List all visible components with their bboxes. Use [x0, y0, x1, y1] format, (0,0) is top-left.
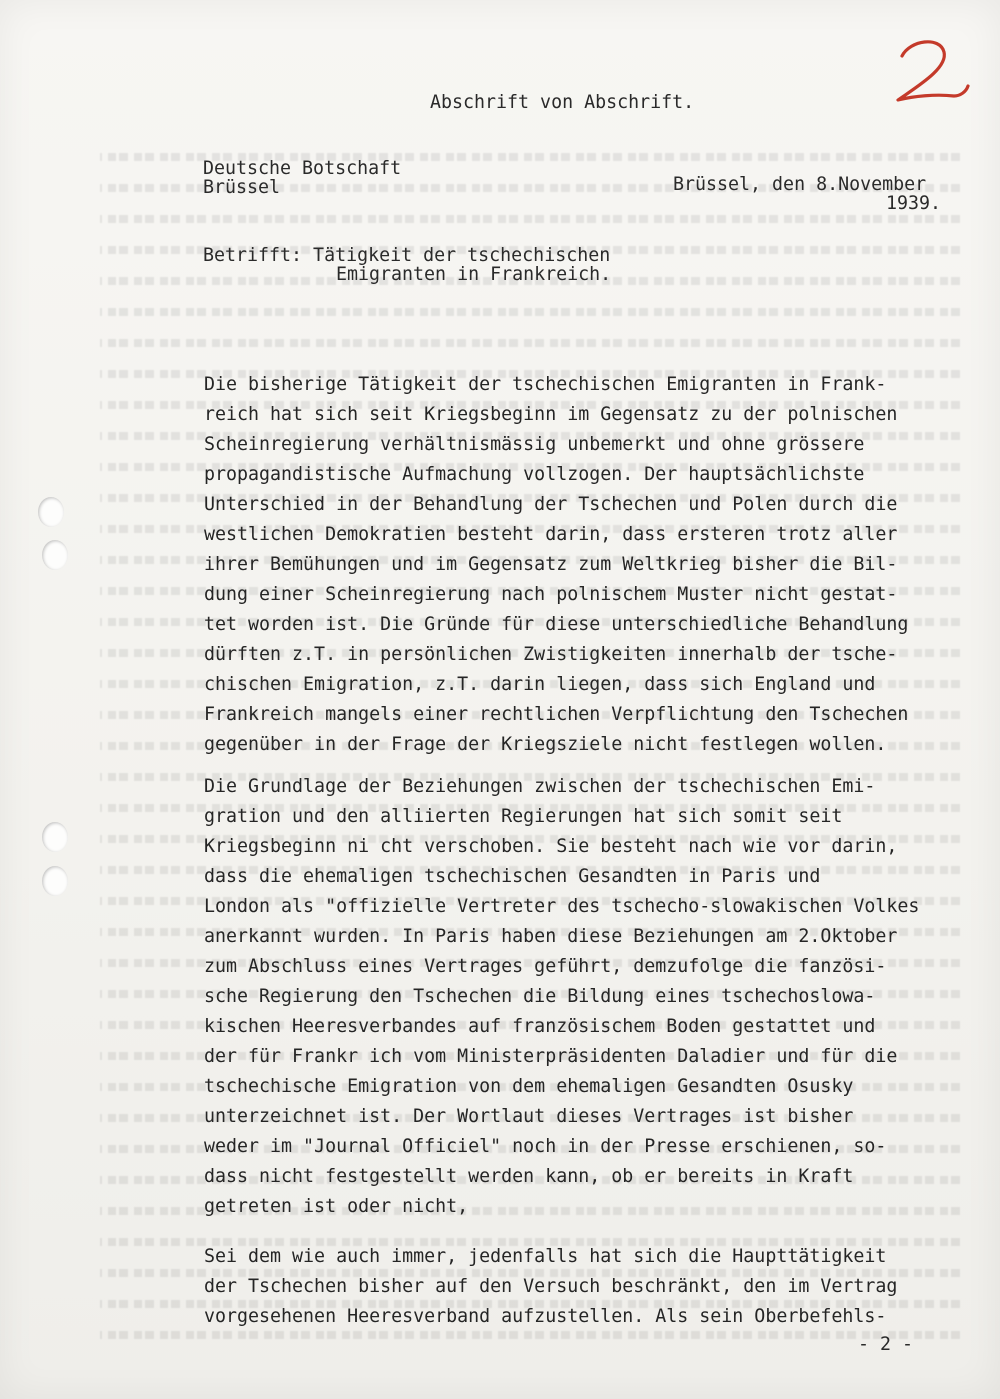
text-line: dürften z.T. in persönlichen Zwistigkeiten innerhalb der tsche- [204, 644, 898, 665]
text-line: Die Grundlage der Beziehungen zwischen der tschechischen Emi- [204, 776, 876, 797]
handwritten-page-number [888, 34, 972, 114]
text-line: gration und den alliierten Regierungen hat sich somit seit [204, 806, 843, 827]
punch-hole [42, 866, 68, 896]
text-line: kischen Heeresverbandes auf französischem Boden gestattet und [204, 1016, 876, 1037]
text-line: vorgesehenen Heeresverband aufzustellen. Als sein Oberbefehls- [204, 1306, 887, 1327]
text-line: sche Regierung den Tschechen die Bildung eines tschechoslowa- [204, 986, 876, 1007]
sender-line: Deutsche Botschaft [203, 158, 402, 179]
text-line: westlichen Demokratien besteht darin, dass ersteren trotz aller [204, 524, 898, 545]
subject-line: Emigranten in Frankreich. [336, 264, 612, 285]
text-line: zum Abschluss eines Vertrages geführt, demzufolge die fanzösi- [204, 956, 887, 977]
text-line: Scheinregierung verhältnismässig unbemerkt und ohne grössere [204, 434, 865, 455]
text-line: anerkannt wurden. In Paris haben diese Beziehungen am 2.Oktober [204, 926, 898, 947]
text-line: Unterschied in der Behandlung der Tschechen und Polen durch die [204, 494, 898, 515]
page-number-footer: - 2 - [858, 1334, 914, 1355]
text-line: Frankreich mangels einer rechtlichen Verpflichtung den Tschechen [204, 704, 909, 725]
text-line: dass die ehemaligen tschechischen Gesandten in Paris und [204, 866, 821, 887]
text-line: chischen Emigration, z.T. darin liegen, dass sich England und [204, 674, 876, 695]
paragraph [204, 1242, 994, 1332]
text-line: tschechische Emigration von dem ehemaligen Gesandten Osusky [204, 1076, 854, 1097]
handwritten-two-icon [888, 34, 972, 114]
text-line: Sei dem wie auch immer, jedenfalls hat sich die Haupttätigkeit [204, 1246, 887, 1267]
paragraph [204, 772, 994, 1222]
text-line: gegenüber in der Frage der Kriegsziele nicht festlegen wollen. [204, 734, 887, 755]
text-line: dass nicht festgestellt werden kann, ob er bereits in Kraft [204, 1166, 854, 1187]
text-line: London als "offizielle Vertreter des tschecho-slowakischen Volkes [204, 896, 920, 917]
text-line: Die bisherige Tätigkeit der tschechischen Emigranten in Frank- [204, 374, 887, 395]
text-line: Kriegsbeginn ni cht verschoben. Sie besteht nach wie vor darin, [204, 836, 898, 857]
document-title: Abschrift von Abschrift. [430, 92, 695, 113]
punch-hole [42, 822, 68, 852]
text-line: propagandistische Aufmachung vollzogen. Der hauptsächlichste [204, 464, 865, 485]
date-line: Brüssel, den 8.November [673, 174, 927, 195]
date-line: 1939. [886, 193, 942, 214]
text-line: ihrer Bemühungen und im Gegensatz zum Weltkrieg bisher die Bil- [204, 554, 898, 575]
text-line: der für Frankr ich vom Ministerpräsidenten Daladier und für die [204, 1046, 898, 1067]
text-line: getreten ist oder nicht, [204, 1196, 469, 1217]
sender-line: Brüssel [203, 177, 281, 198]
punch-hole [38, 497, 64, 527]
text-line: unterzeichnet ist. Der Wortlaut dieses Vertrages ist bisher [204, 1106, 854, 1127]
text-line: der Tschechen bisher auf den Versuch beschränkt, den im Vertrag [204, 1276, 898, 1297]
text-line: tet worden ist. Die Gründe für diese unterschiedliche Behandlung [204, 614, 909, 635]
text-line: dung einer Scheinregierung nach polnischem Muster nicht gestat- [204, 584, 898, 605]
paragraph [204, 370, 994, 760]
subject-line: Betrifft: Tätigkeit der tschechischen [203, 245, 611, 266]
punch-hole [42, 540, 68, 570]
text-line: reich hat sich seit Kriegsbeginn im Gegensatz zu der polnischen [204, 404, 898, 425]
text-line: weder im "Journal Officiel" noch in der Presse erschienen, so- [204, 1136, 887, 1157]
